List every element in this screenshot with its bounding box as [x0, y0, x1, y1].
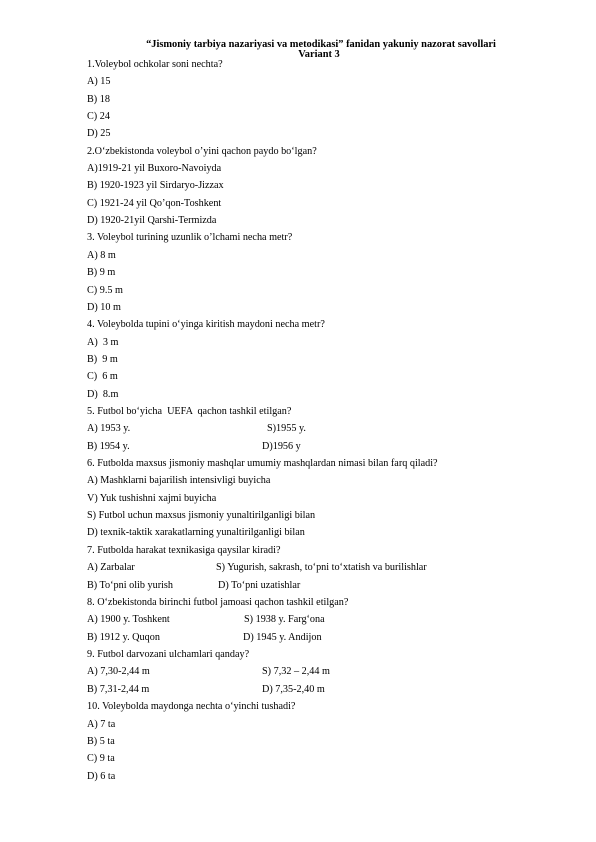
q4-option-a: A) 3 m: [87, 337, 119, 348]
q10-option-d: D) 6 ta: [87, 771, 116, 782]
q5-option-s: S)1955 y.: [267, 423, 306, 434]
question-3: 3. Voleybol turining uzunlik o’lchami necha metr?: [87, 232, 293, 243]
q5-option-a: A) 1953 y.: [87, 423, 131, 434]
q10-option-c: C) 9 ta: [87, 753, 115, 764]
q9-option-s: S) 7,32 – 2,44 m: [262, 666, 330, 677]
q1-option-c: C) 24: [87, 111, 110, 122]
q1-option-b: B) 18: [87, 94, 110, 105]
q4-option-b: B) 9 m: [87, 354, 118, 365]
q3-option-a: A) 8 m: [87, 250, 116, 261]
q2-option-c: C) 1921-24 yil Qo’qon-Toshkent: [87, 198, 222, 209]
q7-option-b: B) To‘pni olib yurish: [87, 580, 173, 591]
q7-option-s: S) Yugurish, sakrash, to‘pni to‘xtatish va burilishlar: [216, 562, 427, 573]
q9-option-b: B) 7,31-2,44 m: [87, 684, 150, 695]
q3-option-d: D) 10 m: [87, 302, 121, 313]
q10-option-a: A) 7 ta: [87, 719, 116, 730]
q8-option-d: D) 1945 y. Andijon: [243, 632, 322, 643]
q2-option-d: D) 1920-21yil Qarshi-Termizda: [87, 215, 217, 226]
question-7: 7. Futbolda harakat texnikasiga qaysilar kiradi?: [87, 545, 281, 556]
q7-option-a: A) Zarbalar: [87, 562, 135, 573]
q2-option-a: A)1919-21 yil Buxoro-Navoiyda: [87, 163, 222, 174]
q6-option-v: V) Yuk tushishni xajmi buyicha: [87, 493, 217, 504]
q4-option-d: D) 8.m: [87, 389, 119, 400]
q10-option-b: B) 5 ta: [87, 736, 115, 747]
q1-option-d: D) 25: [87, 128, 111, 139]
q2-option-b: B) 1920-1923 yil Sirdaryo-Jizzax: [87, 180, 224, 191]
question-4: 4. Voleybolda tupini o‘yinga kiritish maydoni necha metr?: [87, 319, 325, 330]
q9-option-d: D) 7,35-2,40 m: [262, 684, 325, 695]
q4-option-c: C) 6 m: [87, 371, 118, 382]
variant-label: Variant 3: [298, 49, 340, 60]
q6-option-s: S) Futbol uchun maxsus jismoniy yunaltirilganligi bilan: [87, 510, 316, 521]
q6-option-a: A) Mashklarni bajarilish intensivligi buyicha: [87, 475, 271, 486]
question-6: 6. Futbolda maxsus jismoniy mashqlar umumiy mashqlardan nimasi bilan farq qiladi?: [87, 458, 438, 469]
q9-option-a: A) 7,30-2,44 m: [87, 666, 150, 677]
q7-option-d: D) To‘pni uzatishlar: [218, 580, 301, 591]
q3-option-b: B) 9 m: [87, 267, 116, 278]
question-1: 1.Voleybol ochkolar soni nechta?: [87, 59, 223, 70]
q1-option-a: A) 15: [87, 76, 111, 87]
document-title: “Jismoniy tarbiya nazariyasi va metodikasi” fanidan yakuniy nazorat savollari: [146, 39, 496, 50]
question-8: 8. O‘zbekistonda birinchi futbol jamoasi qachon tashkil etilgan?: [87, 597, 349, 608]
q8-option-b: B) 1912 y. Quqon: [87, 632, 160, 643]
question-9: 9. Futbol darvozani ulchamlari qanday?: [87, 649, 250, 660]
q8-option-a: A) 1900 y. Toshkent: [87, 614, 170, 625]
question-10: 10. Voleybolda maydonga nechta o‘yinchi tushadi?: [87, 701, 296, 712]
q5-option-d: D)1956 y: [262, 441, 301, 452]
q8-option-s: S) 1938 y. Farg‘ona: [244, 614, 325, 625]
question-5: 5. Futbol bo‘yicha UEFA qachon tashkil etilgan?: [87, 406, 292, 417]
q3-option-c: C) 9.5 m: [87, 285, 123, 296]
q6-option-d: D) texnik-taktik xarakatlarning yunaltirilganligi bilan: [87, 527, 305, 538]
q5-option-b: B) 1954 y.: [87, 441, 130, 452]
question-2: 2.O‘zbekistonda voleybol o’yini qachon paydo bo‘lgan?: [87, 146, 317, 157]
